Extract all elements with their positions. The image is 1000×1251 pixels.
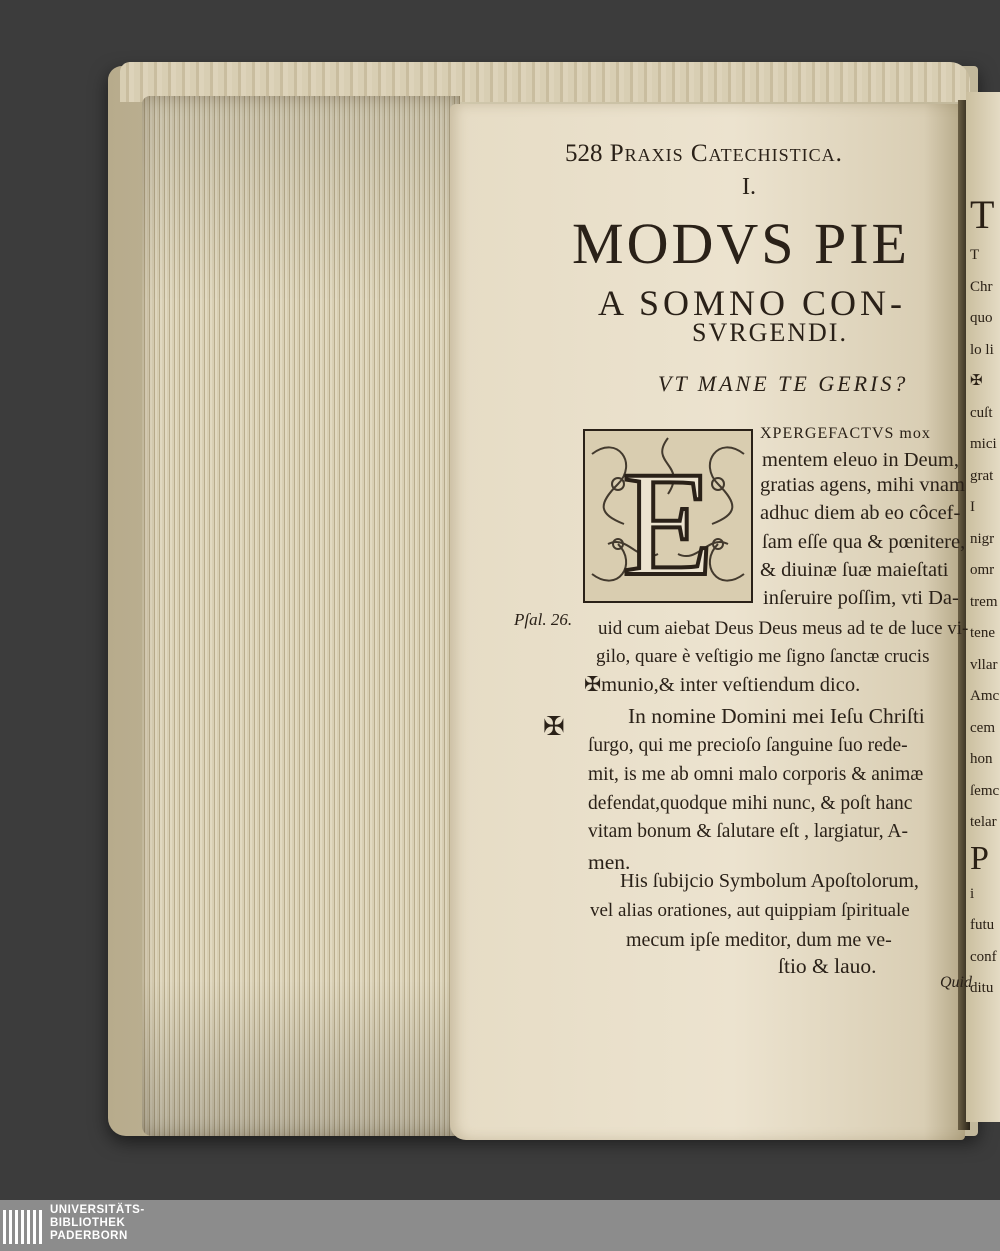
running-head — [565, 140, 843, 168]
facing-line: I — [970, 499, 975, 515]
text-line: vel alias orationes, aut quippiam ſpirituale — [590, 900, 910, 921]
text-line: mecum ipſe meditor, dum me ve- — [626, 929, 892, 951]
text-line: inſeruire poſſim, vti Da- — [763, 587, 959, 609]
text-line: ✠munio,& inter veſtiendum dico. — [584, 674, 861, 696]
library-logo-icon — [0, 1204, 46, 1248]
facing-line: grat — [970, 467, 994, 484]
marginal-note: Pſal. 26. — [514, 610, 573, 629]
text-line: adhuc diem ab eo côcef- — [760, 502, 961, 524]
text-line: uid cum aiebat Deus Deus meus ad te de luce vi- — [598, 618, 969, 639]
chapter-title-line-3: SVRGENDI. — [692, 318, 848, 347]
chapter-title-line-1: MODVS PIE — [572, 211, 910, 276]
facing-line: cem — [970, 719, 995, 736]
facing-line: omr — [970, 562, 995, 578]
catchword: Quid — [940, 974, 972, 991]
text-line: mit, is me ab omni malo corporis & animæ — [588, 764, 924, 785]
facing-line: lo li — [970, 341, 994, 358]
text-line: mentem eleuo in Deum, — [762, 449, 959, 471]
facing-line: i — [970, 885, 975, 902]
library-name-line: PADERBORN — [50, 1230, 128, 1242]
text-line: vitam bonum & ſalutare eſt , largiatur, A- — [588, 821, 908, 842]
text-line: men. — [588, 850, 631, 874]
facing-line: Chr — [970, 278, 993, 295]
library-name — [50, 1204, 145, 1243]
text-line: ſam eſſe qua & pœnitere, — [762, 531, 966, 553]
facing-line: ✠ — [970, 373, 983, 389]
text-line: gilo, quare è veſtigio me ſigno ſanctæ crucis — [596, 646, 930, 667]
text-line: His ſubijcio Symbolum Apoſtolorum, — [620, 870, 919, 892]
facing-line: mici — [970, 436, 997, 452]
facing-line: hon — [970, 751, 993, 767]
facing-line: futu — [970, 917, 995, 933]
text-line: ſurgo, qui me precioſo ſanguine ſuo rede- — [588, 735, 908, 756]
section-numeral: I. — [742, 174, 756, 200]
chapter-title-line-2: A SOMNO CON- — [598, 283, 907, 323]
facing-line: Amc — [970, 688, 1000, 704]
facing-line: nigr — [970, 530, 995, 547]
facing-line: vllar — [970, 656, 998, 673]
library-name-line: BIBLIOTHEK — [50, 1217, 126, 1229]
library-name-line: UNIVERSITÄTS- — [50, 1204, 145, 1216]
initial-letter: E — [622, 441, 714, 607]
library-footer — [0, 1200, 1000, 1251]
cross-icon: ✠ — [543, 712, 565, 741]
page-number: 528 — [565, 140, 603, 167]
text-line: gratias agens, mihi vnam — [760, 474, 965, 496]
facing-line: T — [970, 192, 995, 237]
facing-line: P — [970, 839, 989, 877]
facing-line: tene — [970, 625, 995, 641]
facing-line: telar — [970, 814, 997, 830]
text-line: In nomine Domini mei Ieſu Chriſti — [628, 704, 925, 728]
facing-line: T — [970, 247, 980, 263]
text-line: defendat,quodque mihi nunc, & poſt hanc — [588, 793, 913, 814]
facing-line: cuſt — [970, 404, 993, 421]
text-line: XPERGEFACTVS mox — [760, 425, 931, 442]
running-title: Praxis Catechistica. — [609, 140, 843, 167]
facing-line: ditu — [970, 980, 994, 996]
facing-line: ſemc — [970, 782, 1000, 799]
decorated-initial-e — [578, 424, 758, 608]
facing-line: quo — [970, 310, 993, 326]
facing-line: conf — [970, 948, 997, 965]
facing-line: trem — [970, 593, 998, 610]
text-line: ſtio & lauo. — [778, 954, 877, 978]
page-edges-shade — [142, 96, 460, 1136]
text-line: & diuinæ ſuæ maieſtati — [760, 559, 949, 581]
facing-page-text — [970, 190, 1000, 1005]
chapter-subtitle: VT MANE TE GERIS? — [658, 371, 909, 396]
